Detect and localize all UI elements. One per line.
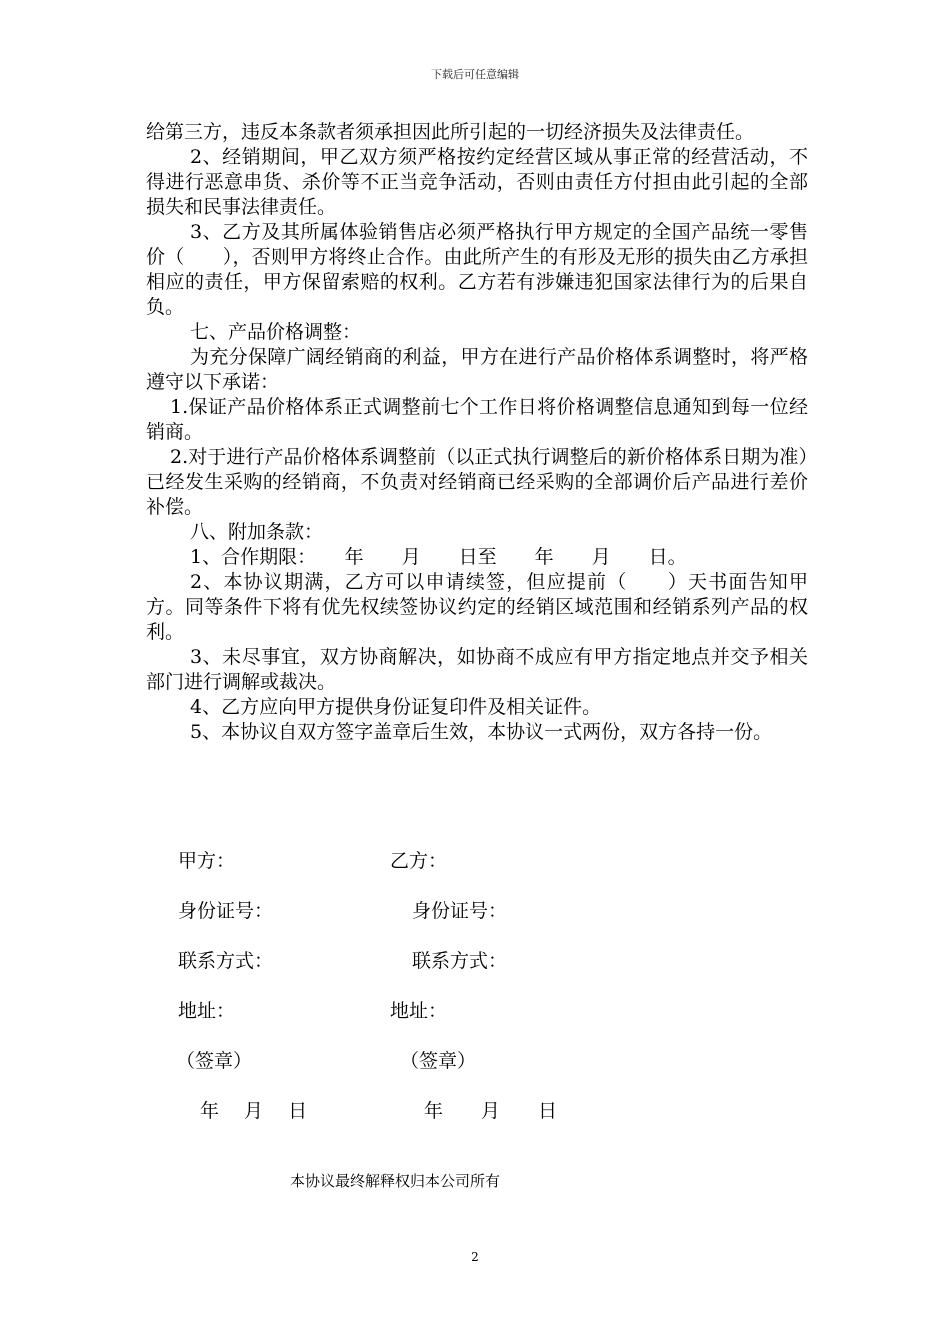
list-item: 1.保证产品价格体系正式调整前七个工作日将价格调整信息通知到每一位经销商。	[146, 396, 808, 443]
party-a-label: 甲方：	[178, 850, 236, 872]
paragraph: 3、乙方及其所属体验销售店必须严格执行甲方规定的全国产品统一零售价（ ），否则甲方将终止合作。由此所产生的有形及无形的损失由乙方承担相应的责任，甲方保留索赔的权利。乙方若有涉嫌违犯国家法律行为的后果自负。	[146, 221, 808, 318]
paragraph: 2、经销期间，甲乙双方须严格按约定经营区域从事正常的经营活动，不得进行恶意串货、杀价等不正当竞争活动，否则由责任方付担由此引起的全部损失和民事法律责任。	[146, 146, 808, 218]
party-b-address-label: 地址：	[390, 1000, 448, 1022]
paragraph: 2、本协议期满，乙方可以申请续签，但应提前（ ）天书面告知甲方。同等条件下将有优先权续签协议约定的经销区域范围和经销系列产品的权利。	[146, 571, 808, 643]
party-a-id-label: 身份证号：	[178, 900, 274, 922]
party-b-id-label: 身份证号：	[412, 900, 508, 922]
paragraph: 3、未尽事宜，双方协商解决，如协商不成应有甲方指定地点并交予相关部门进行调解或裁决。	[146, 646, 808, 693]
list-item: 2.对于进行产品价格体系调整前（以正式执行调整后的新价格体系日期为准）已经发生采购的经销商，不负责对经销商已经采购的全部调价后产品进行差价补偿。	[146, 446, 808, 518]
document-body	[146, 120, 808, 745]
party-a-address-label: 地址：	[178, 1000, 236, 1022]
section-heading: 七、产品价格调整：	[190, 321, 362, 343]
party-a-contact-label: 联系方式：	[178, 950, 274, 972]
party-b-seal-label: （签章）	[400, 1050, 477, 1072]
page-number: 2	[471, 1250, 479, 1264]
paragraph: 1、合作期限： 年 月 日至 年 月 日。	[190, 546, 687, 568]
footer-note: 本协议最终解释权归本公司所有	[289, 1172, 500, 1190]
party-b-label: 乙方：	[390, 850, 448, 872]
party-a-seal-label: （签章）	[176, 1050, 253, 1072]
paragraph: 为充分保障广阔经销商的利益，甲方在进行产品价格体系调整时，将严格遵守以下承诺：	[146, 346, 808, 393]
section-heading: 八、附加条款：	[190, 521, 324, 543]
paragraph: 5、本协议自双方签字盖章后生效，本协议一式两份，双方各持一份。	[190, 721, 773, 743]
page-header: 下载后可任意编辑	[431, 68, 519, 81]
paragraph: 给第三方，违反本条款者须承担因此所引起的一切经济损失及法律责任。	[146, 121, 755, 143]
party-b-date: 年 月 日	[424, 1100, 558, 1122]
paragraph: 4、乙方应向甲方提供身份证复印件及相关证件。	[190, 696, 602, 718]
party-a-date: 年 月 日	[200, 1100, 308, 1122]
party-b-contact-label: 联系方式：	[412, 950, 508, 972]
